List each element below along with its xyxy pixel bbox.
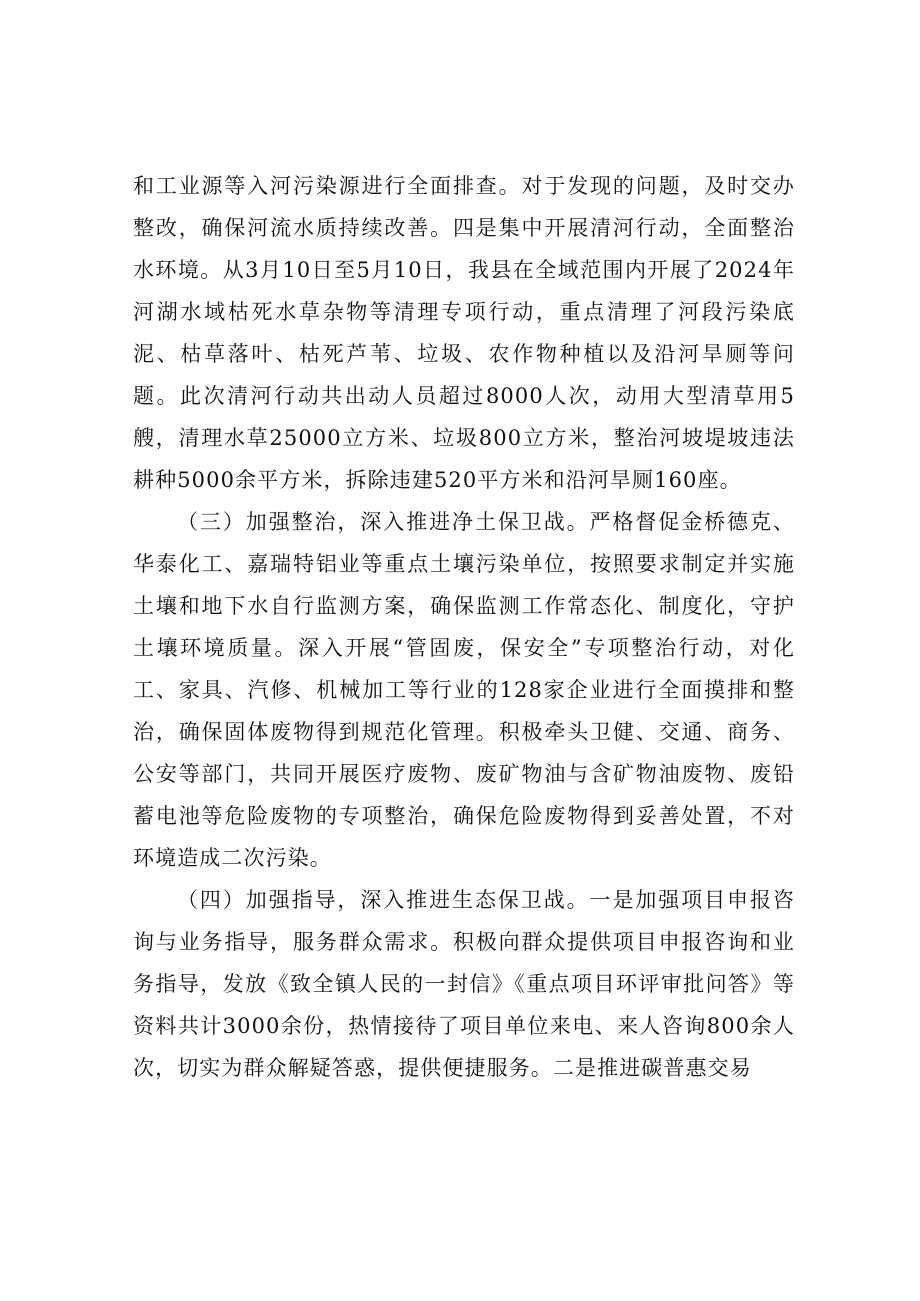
document-body: [133, 165, 795, 1089]
paragraph-water-cleanup: 和工业源等入河污染源进行全面排查。对于发现的问题，及时交办整改，确保河流水质持续改善。四是集中开展清河行动，全面整治水环境。从3月10日至5月10日，我县在全域范围内开展了2024年河湖水域枯死水草杂物等清理专项行动，重点清理了河段污染底泥、枯草落叶、枯死芦苇、垃圾、农作物种植以及沿河旱厕等问题。此次清河行动共出动人员超过8000人次，动用大型清草用5艘，清理水草25000立方米、垃圾800立方米，整治河坡堤坡违法耕种5000余平方米，拆除违建520平方米和沿河旱厕160座。: [133, 174, 795, 492]
paragraph-ecology-guidance: （四）加强指导，深入推进生态保卫战。一是加强项目申报咨询与业务指导，服务群众需求。积极向群众提供项目申报咨询和业务指导，发放《致全镇人民的一封信》《重点项目环评审批问答》等资料共计3000余份，热情接待了项目单位来电、来人咨询800余人次，切实为群众解疑答惑，提供便捷服务。二是推进碳普惠交易: [133, 888, 795, 1080]
paragraph-soil-protection: （三）加强整治，深入推进净土保卫战。严格督促金桥德克、华泰化工、嘉瑞特铝业等重点土壤污染单位，按照要求制定并实施土壤和地下水自行监测方案，确保监测工作常态化、制度化，守护土壤环境质量。深入开展“管固废，保安全”专项整治行动，对化工、家具、汽修、机械加工等行业的128家企业进行全面摸排和整治，确保固体废物得到规范化管理。积极牵头卫健、交通、商务、公安等部门，共同开展医疗废物、废矿物油与含矿物油废物、废铅蓄电池等危险废物的专项整治，确保危险废物得到妥善处置，不对环境造成二次污染。: [133, 510, 795, 870]
